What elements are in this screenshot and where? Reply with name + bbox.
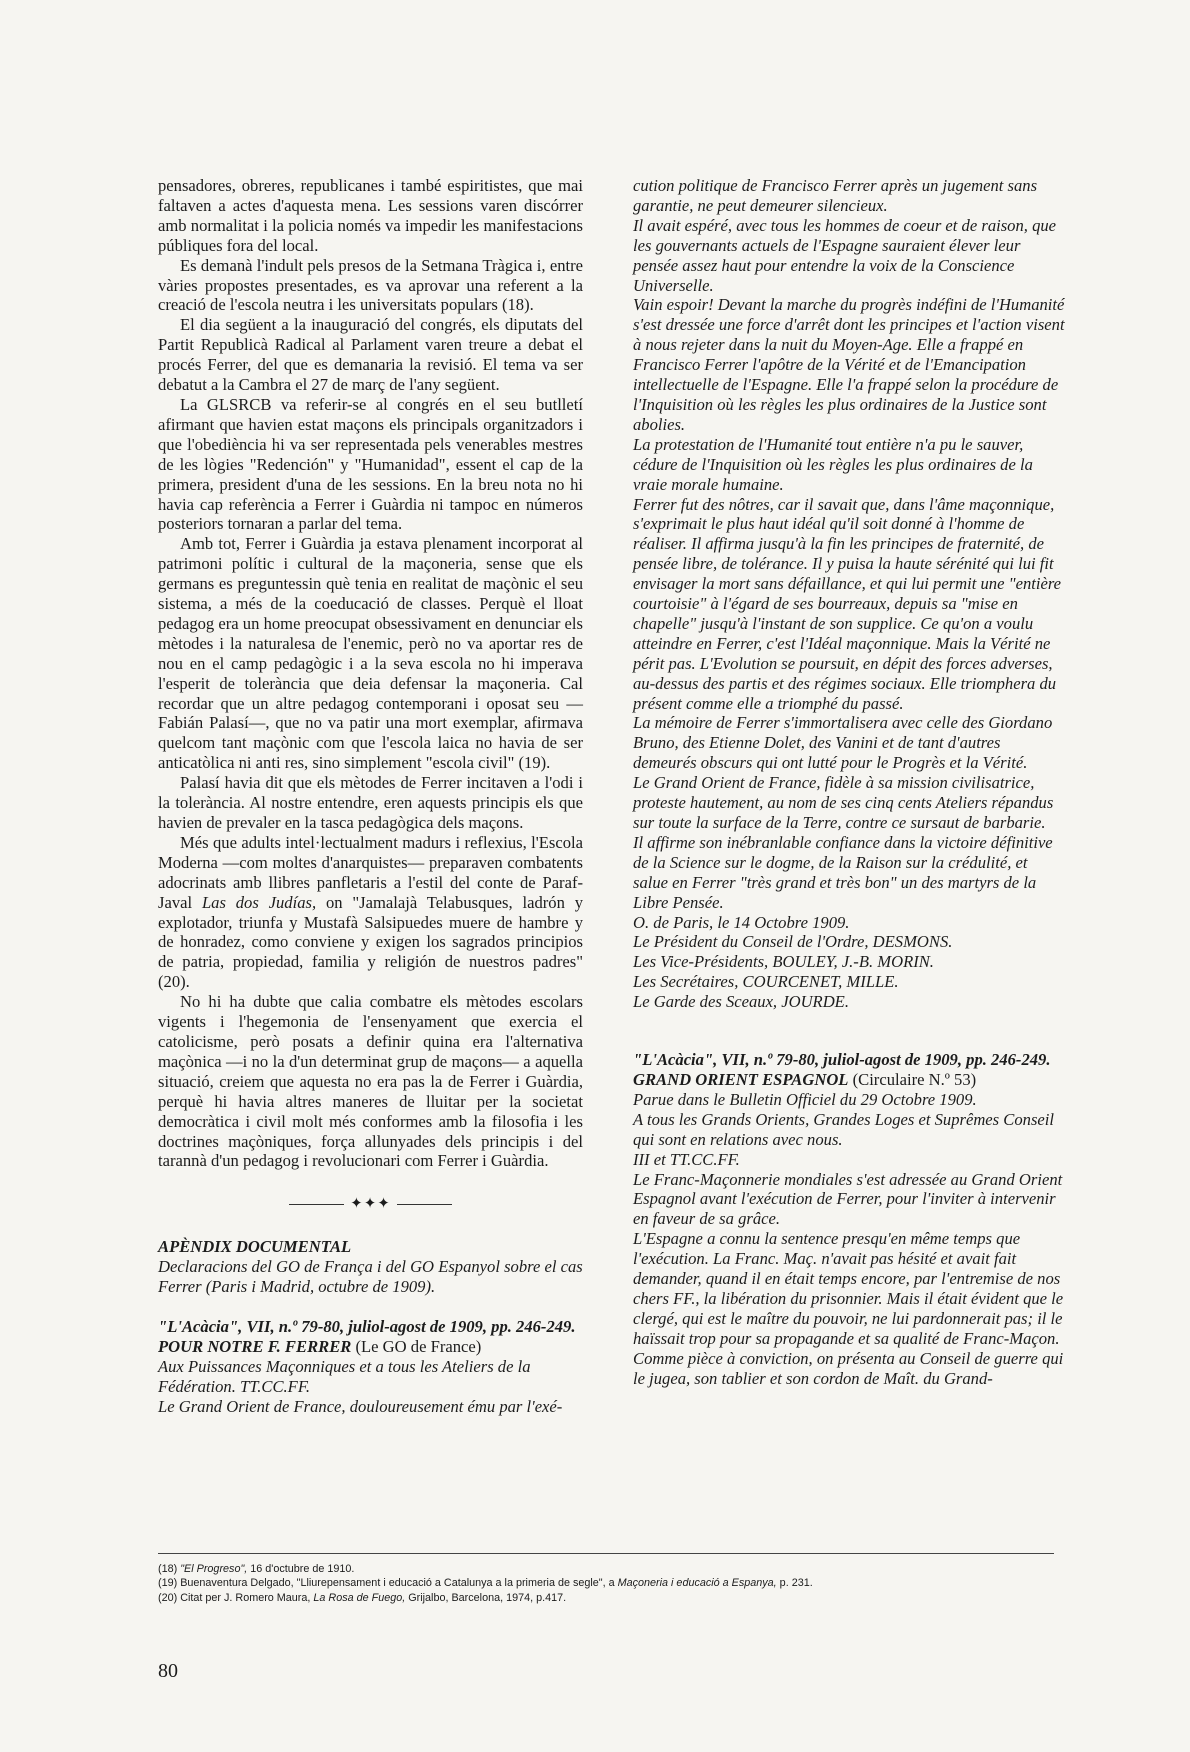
document-line: Le Franc-Maçonnerie mondiales s'est adressée au Grand Orient Espagnol avant l'exécution de Ferrer, pour l'inviter à intervenir en faveur de sa grâce. [633,1169,1063,1229]
appendix-subtitle: Declaracions del GO de França i del GO Espanyol sobre el cas Ferrer (Paris i Madrid, octubre de 1909). [158,1257,583,1297]
footnote-divider [158,1553,1054,1554]
divider-line [397,1204,452,1205]
footnote-source: Maçoneria i educació a Espanya, [617,1577,777,1590]
paragraph: La GLSRCB va referir-se al congrés en el seu butlletí afirmant que havien estat maçons els principals organitzadors i que l'obediència hi va ser representada pels venerables mestres de les lògies "Redención" y "Humanidad", essent el cap de la primera, president d'una de les sessions. En la breu nota no hi havia cap referència a Ferrer i Guàrdia ni tampoc en números posteriors tornaran a parlar del tema. [158,394,583,534]
document-line: Aux Puissances Maçonniques et a tous les Ateliers de la Fédération. TT.CC.FF. [158,1356,531,1396]
footnote-number: (20) [158,1591,178,1604]
paragraph-text: on "Jamalajà Telabusques, ladrón y explotador, triunfa y Mustafà Salsipuedes muere de hambre y de honradez, como conviene y exigen los sagrados principios de patria, propiedad, familia y religión de nuestros padres" (20). [158,892,583,992]
document-title-bold: GRAND ORIENT ESPAGNOL [633,1069,849,1089]
footnote-text: Buenaventura Delgado, "Lliurepensament i educació a Catalunya a la primeria de segle", a [177,1577,618,1590]
footnote-number: (18) [158,1563,178,1575]
section-divider [158,1195,583,1215]
document-title-bold: POUR NOTRE F. FERRER [158,1336,352,1356]
footnote [158,1576,1058,1590]
document-title-note: (Circulaire N.º 53) [852,1069,977,1089]
signature-line: Les Vice-Présidents, BOULEY, J.-B. MORIN. [633,952,934,972]
paragraph [158,833,583,992]
right-column [633,176,1066,1388]
page-number: 80 [158,1660,178,1682]
diamond-ornament-icon: ✦✦✦ [350,1196,391,1213]
document-paragraph: Le Grand Orient de France, fidèle à sa mission civilisatrice, proteste hautement, au nom de ses cinq cents Ateliers répandus sur toute la surface de la Terre, contre ce sursaut de barbarie. [633,773,1054,832]
left-column [158,176,583,1416]
footnote-number: (19) [158,1577,178,1590]
footnotes [158,1562,1058,1605]
book-title: Las dos Judías, [201,892,317,912]
document-title-note: (Le GO de France) [355,1336,482,1356]
footnote-text: 16 d'octubre de 1910. [247,1563,355,1575]
signature-line: Le Président du Conseil de l'Ordre, DESMONS. [633,932,953,952]
footnote [158,1562,1058,1576]
document-line: III et TT.CC.FF. [633,1149,740,1169]
paragraph: Palasí havia dit que els mètodes de Ferrer incitaven a l'odi i la tolerància. Al nostre entendre, eren aquests principis els que havien de prevaler en la tasca pedagògica dels maçons. [158,773,583,832]
appendix-heading: APÈNDIX DOCUMENTAL [158,1237,352,1257]
signature-line: Les Secrétaires, COURCENET, MILLE. [633,972,899,992]
paragraph: pensadores, obreres, republicanes i també espiritistes, que mai faltaven a actes d'aquesta mena. Les sessions varen discórrer amb normalitat i la policia només va impedir les manifestacions públiques fora del local. [158,176,583,255]
document-title [158,1337,583,1357]
spacer [633,1012,1066,1050]
document-title [633,1070,1066,1090]
document-paragraph: Vain espoir! Devant la marche du progrès indéfini de l'Humanité s'est dressée une force d'arrêt dont les principes et l'action visent à nous rejeter dans la nuit du Moyen-Age. Elle a frappé en Francisco Ferrer l'apôtre de la Vérité et de l'Emancipation intellectuelle de l'Espagne. Elle l'a frappé selon la procédure de l'Inquisition où les règles les plus ordinaires de la Justice sont abolies. [633,295,1065,434]
document-paragraph: Il avait espéré, avec tous les hommes de coeur et de raison, que les gouvernants actuels de l'Espagne sauraient élever leur pensée assez haut pour entendre la voix de la Conscience Universelle. [633,215,1057,295]
paragraph: No hi ha dubte que calia combatre els mètodes escolars vigents i l'hegemonia de l'ensenyament que exercia el catolicisme, però posats a definir quina era l'alternativa maçònica —i no la d'un determinat grup de maçons— a aquella situació, creiem que aquesta no era pas la de Ferrer i Guàrdia, perquè hi havia altres maneres de lluitar per la societat democràtica i civil molt més conformes amb la filosofia i les doctrines maçòniques, força allunyades dels principis i del tarannà d'un pedagog i revolucionari com Ferrer i Guàrdia. [158,992,583,1171]
document-paragraph: La protestation de l'Humanité tout entière n'a pu le sauver, cédure de l'Inquisition où les règles les plus ordinaires de la vraie morale humaine. [633,434,1033,494]
signature-line: Le Garde des Sceaux, JOURDE. [633,992,849,1012]
document-line: A tous les Grands Orients, Grandes Loges et Suprêmes Conseil qui sont en relations avec nous. [633,1109,1054,1149]
document-paragraph: La mémoire de Ferrer s'immortalisera avec celle des Giordano Bruno, des Etienne Dolet, des Vanini et de tant d'autres demeurés obscurs qui ont lutté pour le Progrès et la Vérité. [633,713,1053,773]
document-paragraph: cution politique de Francisco Ferrer après un jugement sans garantie, ne peut demeurer silencieux. [633,176,1038,215]
paragraph: El dia següent a la inauguració del congrés, els diputats del Partit Republicà Radical al Parlament varen treure a debat el procés Ferrer, del que es demanaria la revisió. El tema va ser debatut a la Cambra el 27 de març de l'any següent. [158,315,583,395]
footnote-source: "El Progreso", [180,1563,248,1575]
paragraph-text: Més que adults intel·lectualment madurs i reflexius, l'Escola Moderna —com moltes d'anarquistes— preparaven combatents adocrinats amb llibres panfletaris a l'estil del conte de Paraf-Javal [158,832,583,912]
source-citation: "L'Acàcia", VII, n.º 79-80, juliol-agost de 1909, pp. 246-249. [158,1316,576,1336]
document-line: L'Espagne a connu la sentence presqu'en même temps que l'exécution. La Franc. Maç. n'avait pas hésité et avait fait demander, quand il en était temps encore, par l'entremise de nos chers FF., la libération du prisonnier. Mais il était évident que le clergé, qui est le maître du pouvoir, ne lui pardonnerait pas; il le haïssait trop pour sa propagande et sa qualité de Franc-Maçon. [633,1229,1064,1348]
footnote-source: La Rosa de Fuego, [313,1591,406,1604]
source-citation: "L'Acàcia", VII, n.º 79-80, juliol-agost de 1909, pp. 246-249. [633,1050,1051,1070]
footnote-text: p. 231. [776,1577,813,1590]
spacer [158,1297,583,1317]
document-line: Comme pièce à conviction, on présenta au Conseil de guerre qui le jugea, son tablier et son cordon de Maît. du Grand- [633,1348,1064,1388]
signature-line: O. de Paris, le 14 Octobre 1909. [633,912,850,932]
divider-line [289,1204,344,1205]
footnote [158,1591,1058,1605]
document-line: Le Grand Orient de France, douloureusement ému par l'exé- [158,1396,563,1416]
footnote-text: Grijalbo, Barcelona, 1974, p.417. [405,1591,567,1604]
paragraph: Amb tot, Ferrer i Guàrdia ja estava plenament incorporat al patrimoni polític i cultural de la maçoneria, sense que els germans es preguntessin què tenia en realitat de maçònic el seu sistema, a més de la coeducació de classes. Perquè el lloat pedagog era un home preocupat obsessivament en denunciar els mètodes i la naturalesa de l'enemic, però no va aportar res de nou en el camp pedagògic i a la seva escola no hi imperava l'esperit de tolerància que deia defensar la maçoneria. Cal recordar que un altre pedagog contemporani i oposat seu —Fabián Palasí—, que no va patir una mort exemplar, afirmava quelcom tant maçònic com que l'escola laica no havia de ser anticatòlica ni anti res, sino simplement "escola civil" (19). [158,534,583,773]
footnote-text: Citat per J. Romero Maura, [177,1591,314,1604]
paragraph: Es demanà l'indult pels presos de la Setmana Tràgica i, entre vàries propostes presentades, es va aprovar una referent a la creació de l'escola neutra i les universitats populars (18). [158,255,583,315]
document-line: Parue dans le Bulletin Officiel du 29 Octobre 1909. [633,1089,977,1109]
document-paragraph: Ferrer fut des nôtres, car il savait que, dans l'âme maçonnique, s'exprimait le plus haut idéal qu'il soit donné à l'homme de réaliser. Il affirma jusqu'à la fin les principes de fraternité, de pensée libre, de tolérance. Il y puisa la haute sérénité qui lui fit envisager la mort sans défaillance, et qui lui permit une "entière courtoisie" à l'égard de ses bourreaux, depuis sa "mise en chapelle" jusqu'à l'instant de son supplice. Ce qu'on a voulu atteindre en Ferrer, c'est l'Idéal maçonnique. Mais la Vérité ne périt pas. L'Evolution se poursuit, en dépit des forces adverses, au-dessus des partis et des régimes sociaux. Elle triomphera du présent comme elle a triomphé du passé. [633,494,1062,713]
document-paragraph: Il affirme son inébranlable confiance dans la victoire définitive de la Science sur le dogme, de la Raison sur la crédulité, et salue en Ferrer "très grand et très bon" un des martyrs de la Libre Pensée. [633,832,1053,912]
